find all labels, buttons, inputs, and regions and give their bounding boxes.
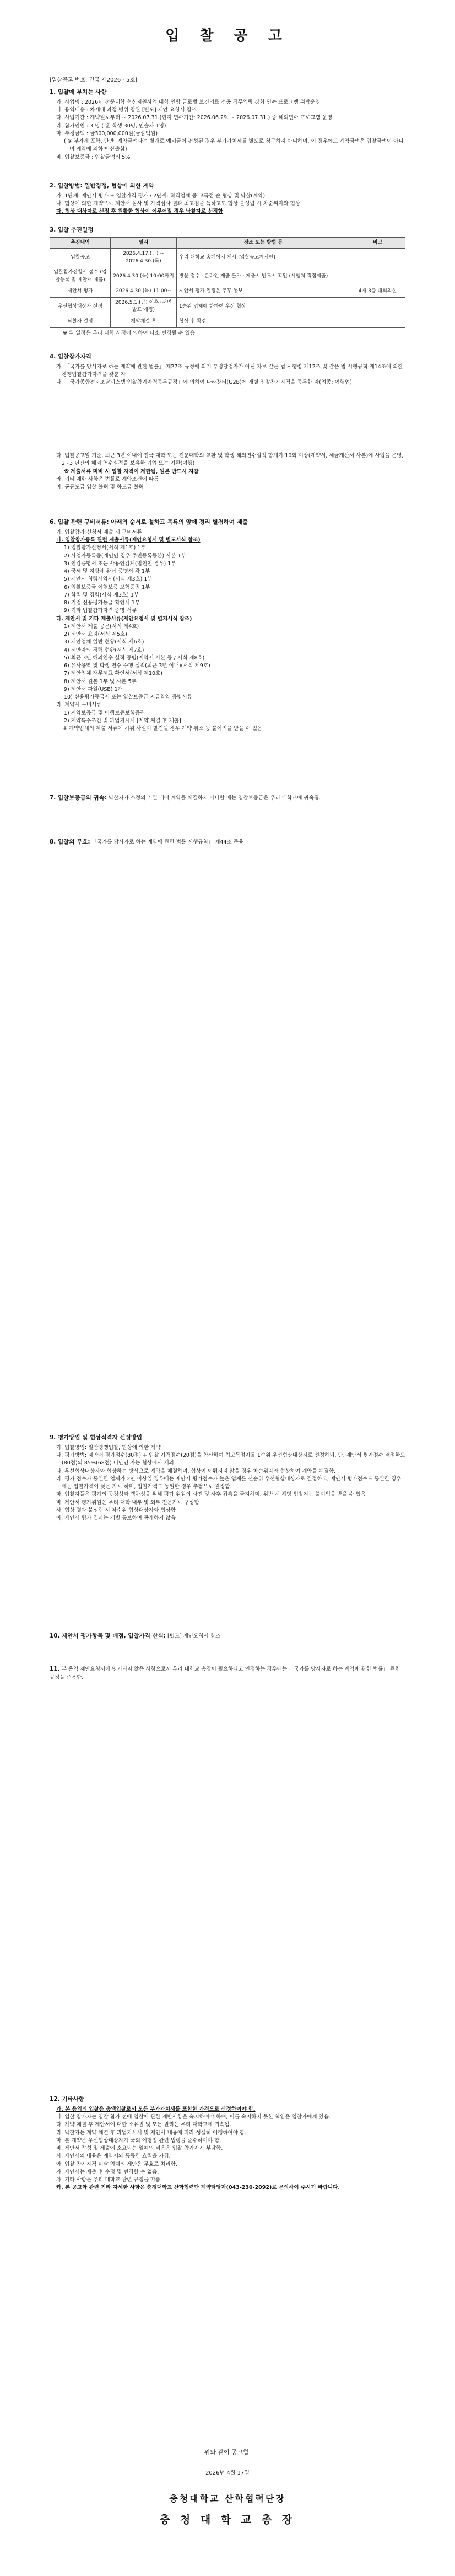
- section-11: [50, 1665, 405, 1682]
- s6-item: 5) 최근 3년 해외연수 실적 증빙(계약서 사본 등 / 서식 제8호): [64, 654, 205, 661]
- s12-line: 나. 입찰 참가자는 입찰 참가 전에 입찰에 관한 제반사항을 숙지하여야 하며, 이를 숙지하지 못한 책임은 입찰자에게 있음.: [56, 2114, 331, 2120]
- table-cell: 2026.5.1.(금) 이후 (서면 발표 예정): [111, 297, 177, 316]
- s1-line: ( ※ 부가세 포함, 단만, 계약금액과는 별개로 예비금이 편성된 경우 부가가치세를 별도로 청구하지 아니하며, 이 경우에도 계약금액은 입찰금액이 아니며 계약에 의하여 산출함): [64, 138, 404, 153]
- s6-item: 10) 신용평가등급서 또는 입찰보증금 지급확약 증빙서류: [64, 694, 192, 700]
- s2-bold-line: 다. 협상 대상자로 선정 후 원활한 협상이 이루어질 경우 낙찰자로 선정함: [56, 208, 223, 215]
- table-cell: [350, 297, 405, 316]
- table-row: [50, 286, 405, 298]
- section-7-heading: 7. 입찰보증금의 귀속:: [50, 795, 107, 801]
- section-3-heading: 3. 입찰 추진일정: [50, 227, 94, 233]
- s9-line: 라. 평가 점수가 동일한 업체가 2인 이상일 경우에는 제안서 평가점수가 높은 업체를 선순위 우선협상대상자로 결정하고, 제안서 평가점수도 동일한 경우에는 입찰가격이 낮은 자로 하며, 입찰가격도 동일한 경우 추첨으로 결정함.: [56, 1475, 402, 1490]
- section-6: [50, 518, 405, 733]
- table-cell: 4개 3층 대회의실: [350, 286, 405, 298]
- s9-line: 사. 협상 결과 불성립 시 차순위 협상대상자와 협상함: [56, 1507, 176, 1514]
- s4-warning: ※ 제출서류 미비 시 입찰 자격이 제한됨, 원본 반드시 지참: [64, 468, 199, 475]
- s1-line: 가. 사업명 : 2026년 전문대학 혁신지원사업 대학 연합 글로벌 보건의료 전공 직무역량 강화 연수 프로그램 위탁운영: [56, 99, 321, 105]
- s12-line: 카. 본 공고와 관련 기타 자세한 사항은 충청대학교 산학협력단 계약담당자(043-230-2092)로 문의하여 주시기 바랍니다.: [56, 2185, 340, 2191]
- s6-item: 3) 제안업체 일반 현황(서식 제6호): [64, 639, 144, 646]
- issuer-president: 충 청 대 학 교 총 장: [159, 2514, 296, 2526]
- s6-subheading: 라. 계약시 구비서류: [56, 702, 102, 709]
- table-cell: 입찰참가신청서 접수 (입찰등록 및 제안서 제출): [50, 267, 111, 286]
- section-9-heading: 9. 평가방법 및 협상적격자 선정방법: [50, 1434, 142, 1441]
- table-cell: [350, 316, 405, 328]
- notice-number: [입찰공고 번호: 긴급 제2026 - 5호]: [50, 77, 138, 83]
- table-cell: 2026.4.30.(목) 10:00까지: [111, 267, 177, 286]
- s4-line: 마. 공동도급 입찰 불허 및 하도급 불허: [56, 484, 144, 490]
- s4-line: 나. 「국가종합전자조달시스템 입찰참가자격등록규정」에 의하여 나라장터(G2B)에 개별 입찰참가자격을 등록한 자(업종: 여행업): [56, 379, 352, 386]
- table-cell: 1순위 업체에 한하여 우선 협상: [177, 297, 350, 316]
- s2-line: 나. 협상에 의한 계약으로 제안서 심사 및 가격심사 결과 최고점을 득하고도 협상 불성립 시 차순위자와 협상: [56, 201, 300, 207]
- s6-item: 2) 사업자등록증(개인인 경우 주민등록등본) 사본 1부: [64, 552, 186, 559]
- section-12-heading: 12. 기타사항: [50, 2096, 84, 2102]
- s6-item: 3) 인감증명서 또는 사용인감계(법인인 경우) 1부: [64, 560, 176, 567]
- s6-note: ※ 계약업체의 제출 서류에 허위 사실이 발견될 경우 계약 취소 등 불이익을 받을 수 있음: [63, 726, 263, 732]
- s9-line: 가. 입찰방법: 일반경쟁입찰, 협상에 의한 계약: [56, 1444, 161, 1451]
- table-header-cell: 비고: [350, 237, 405, 249]
- section-7: [50, 794, 405, 803]
- section-10-text: [별도] 제안요청서 참조: [167, 1633, 221, 1639]
- section-10: [50, 1632, 405, 1641]
- s9-line: 바. 제안서 평가위원은 우리 대학 내부 및 외부 전문가로 구성함: [56, 1499, 199, 1506]
- section-3: [50, 226, 405, 338]
- table-cell: 방문 접수 · 온라인 제출 불가 · 제출시 반드시 확인 (시행처 직접제출): [177, 267, 350, 286]
- section-4: [50, 353, 405, 387]
- s6-line: 나. 입찰참가등록 관련 제출서류(제안요청서 및 별도서식 참조): [56, 537, 201, 543]
- s12-line: 마. 본 계약은 우선협상대상자가 국외 여행업 관련 법령을 준수하여야 함.: [56, 2137, 221, 2144]
- s6-item: 6) 입찰보증금 이행보증 보험증권 1부: [64, 584, 150, 591]
- issuer-org: 충청대학교 산학협력단장: [169, 2493, 286, 2504]
- section-8: [50, 838, 405, 847]
- table-cell: [350, 267, 405, 286]
- s4-line: 다. 입찰공고일 기준, 최근 3년 이내에 전국 대학 또는 전문대학의 교환 및 학생 해외연수실적 합계가 10회 이상(계약서, 세금계산서 사본)에 사업을 운영, 2~3 년간의 해외 연수실적을 보유한 기업 또는 기관(여행): [56, 453, 404, 467]
- section-4-heading: 4. 입찰참가자격: [50, 353, 91, 360]
- table-cell: 우리 대학교 홈페이지 게시 (입찰공고게시판): [177, 249, 350, 267]
- section-6-heading: 6. 입찰 관련 구비서류: 아래의 순서로 철하고 목록의 앞에 정리 별첨하여 제출: [50, 519, 248, 525]
- section-4-continued: [50, 452, 405, 491]
- section-7-text: 낙찰자가 소정의 기일 내에 계약을 체결하지 아니할 때는 입찰보증금은 우리 대학교에 귀속됨.: [108, 795, 321, 801]
- s9-line: 다. 우선협상대상자와 협상하는 방식으로 계약을 체결하며, 협상이 이뤄지지 않을 경우 차순위자와 협상하여 계약을 체결함.: [56, 1468, 336, 1474]
- s6-item: 7) 학력 및 경력(서식 제3호) 1부: [64, 592, 139, 598]
- closing-statement: 위와 같이 공고함.: [204, 2449, 251, 2456]
- table-cell: 우선협상대상자 선정: [50, 297, 111, 316]
- table-cell: 계약체결 후: [111, 316, 177, 328]
- s6-item: 9) 제안서 파일(USB) 1개: [64, 686, 123, 693]
- s6-item: 5) 제안서 청렴서약서(서식 제3호) 1부: [64, 576, 153, 583]
- section-2: [50, 182, 405, 216]
- s6-item: 2) 계약특수조건 및 과업지시서 [계약 체결 후 제출]: [64, 717, 181, 724]
- s1-line: 바. 입찰보증금 : 입찰금액의 5%: [56, 154, 131, 160]
- s6-item: 9) 기타 입찰참가자격 증명 서류: [64, 608, 137, 614]
- s12-line: 다. 계약 체결 후 제안서에 대한 소유권 및 모든 권리는 우리 대학교에 귀속됨.: [56, 2122, 231, 2128]
- section-11-text: 본 용역 제안요청서에 명기되지 않은 사항으로서 우리 대학교 총장이 필요하다고 인정하는 경우에는 「국가를 당사자로 하는 계약에 관한 법률」 관련 규정을 준용함.: [50, 1666, 400, 1681]
- s6-item: 2) 제안서 요지(서식 제5호): [64, 631, 127, 637]
- s6-item: 8) 제안서 원본 1부 및 사본 5부: [64, 678, 137, 685]
- table-header-cell: 일시: [111, 237, 177, 249]
- s6-item: 6) 유사용역 및 학생 연수 수행 실적(최근 3년 이내)(서식 제9호): [64, 663, 210, 669]
- table-row: [50, 297, 405, 316]
- table-header-cell: 장소 또는 방법 등: [177, 237, 350, 249]
- section-8-heading: 8. 입찰의 무효:: [50, 839, 90, 845]
- table-cell: 협상 후 확정: [177, 316, 350, 328]
- table-cell: [350, 249, 405, 267]
- section-11-heading: 11.: [50, 1666, 60, 1672]
- s1-line: 나. 용역내용 : 차세대 과정 병위 참관 [별도] 제안 요청서 참조: [56, 107, 197, 113]
- s6-item: 4) 국세 및 지방세 완납 증명서 각 1부: [64, 568, 150, 575]
- table-row: [50, 249, 405, 267]
- section-1: [50, 88, 405, 162]
- s6-item: 1) 입찰참가신청서(서식 제1호) 1부: [64, 545, 146, 551]
- table-cell: 제안서 평가 일정은 추후 통보: [177, 286, 350, 298]
- section-1-heading: 1. 입찰에 부치는 사항: [50, 89, 107, 95]
- s12-line: 자. 제안서는 제출 후 수정 및 변경할 수 없음.: [56, 2169, 159, 2175]
- s6-item: 1) 제안서 제출 공문(서식 제4호): [64, 623, 139, 630]
- page-title: 입 찰 공 고: [165, 28, 290, 44]
- s1-line: 다. 사업기간 : 계약일로부터 ~ 2026.07.31.(현지 연수기간: 2026.06.29. ~ 2026.07.31.) 중 해외연수 프로그램 운영: [56, 115, 333, 121]
- section-8-text: 「국가를 당사자로 하는 계약에 관한 법률 시행규칙」 제44조 준용: [91, 839, 244, 845]
- s6-item: 1) 계약보증금 및 이행보증보험증권: [64, 710, 145, 716]
- section-2-heading: 2. 입찰방법: 일반경쟁, 협상에 의한 계약: [50, 183, 154, 189]
- section-10-heading: 10. 제안서 평가항목 및 배점, 입찰가격 산식:: [50, 1633, 166, 1639]
- table-cell: 낙찰자 결정: [50, 316, 111, 328]
- s9-line: 아. 제안서 평가 결과는 개별 통보하며 공개하지 않음: [56, 1515, 176, 1521]
- schedule-note: ※ 위 일정은 우리 대학 사정에 의하여 다소 변경될 수 있음.: [63, 330, 197, 337]
- s12-line: 바. 제안서 작성 및 제출에 소요되는 일체의 비용은 입찰 참가자가 부담함.: [56, 2145, 223, 2151]
- table-cell: 2026.4.30.(목) 11:00~: [111, 286, 177, 298]
- s4-line: 라. 기타 제한 사항은 법률로 계약조건에 따름: [56, 476, 159, 482]
- s9-line: 나. 평가방법: 제안서 평가점수(80점) + 입찰 가격점수(20점)을 합산하여 최고득점자를 1순위 우선협상대상자로 선정하되, 단, 제안서 평가점수 배점한도(80점)의 85%(68점) 미만인 자는 협상에서 제외: [56, 1452, 405, 1467]
- section-12: [50, 2095, 405, 2192]
- s6-item: 4) 제안자의 경력 현황(서식 제7호): [64, 647, 144, 653]
- s12-line: 아. 입찰 참가자격 미달 업체의 제안은 무효로 처리함.: [56, 2161, 177, 2167]
- s1-line: 마. 추정금액 : 금300,000,000원(금삼억원): [56, 130, 158, 137]
- table-cell: 제안서 평가: [50, 286, 111, 298]
- s12-line: 사. 제안서의 내용은 계약서와 동등한 효력을 가짐.: [56, 2153, 171, 2160]
- table-cell: 2026.4.17.(금) ~ 2026.4.30.(목): [111, 249, 177, 267]
- s6-item: 8) 기업 신용평가등급 확인서 1부: [64, 600, 140, 606]
- s4-line: 가. 「국가를 당사자로 하는 계약에 관한 법률」 제27조 규정에 의거 부정당업자가 아닌 자로 같은 법 시행령 제12조 및 같은 법 시행규칙 제14조에 의한 경쟁입찰참가자격을 갖춘 자: [56, 363, 403, 378]
- s1-line: 라. 참가인원 : 3 명 ( 훈 학생 30명, 인솔자 1명): [56, 122, 166, 129]
- s12-line: 라. 낙찰자는 계약 체결 후 과업지시서 및 제안서 내용에 따라 성실히 이행하여야 함.: [56, 2129, 247, 2136]
- schedule-table: [50, 237, 405, 328]
- closing-date: 2026년 4월 17일: [205, 2470, 250, 2476]
- s6-subheading: 다. 제안서 및 기타 제출서류(제안요청서 및 별지서식 참조): [56, 615, 192, 622]
- table-header-row: [50, 237, 405, 249]
- table-cell: 입찰공고: [50, 249, 111, 267]
- table-header-cell: 추진내역: [50, 237, 111, 249]
- s6-item: 7) 제안업체 재무제표 확인서(서식 제10호): [64, 670, 162, 677]
- s2-line: 가. 1단계: 제안서 평가 + 입찰가격 평가 / 2단계: 적격업체 중 고득점 순 협상 및 낙찰(계약): [56, 192, 266, 199]
- s12-line: 차. 기타 사항은 우리 대학교 관련 규정을 따름.: [56, 2177, 162, 2183]
- section-9: [50, 1434, 405, 1522]
- s12-line: 가. 본 용역의 입찰은 총액입찰로서 모든 부가가치세를 포함한 가격으로 산정하여야 함.: [56, 2106, 256, 2112]
- table-row: [50, 267, 405, 286]
- table-row: [50, 316, 405, 328]
- s6-line: 가. 입찰참가 신청서 제출 시 구비서류: [56, 529, 142, 535]
- s9-line: 마. 입찰자들은 평가의 공정성과 객관성을 위해 평가 위원의 사전 및 사후 접촉을 금지하며, 위반 시 해당 입찰자는 불이익을 받을 수 있음: [56, 1491, 366, 1498]
